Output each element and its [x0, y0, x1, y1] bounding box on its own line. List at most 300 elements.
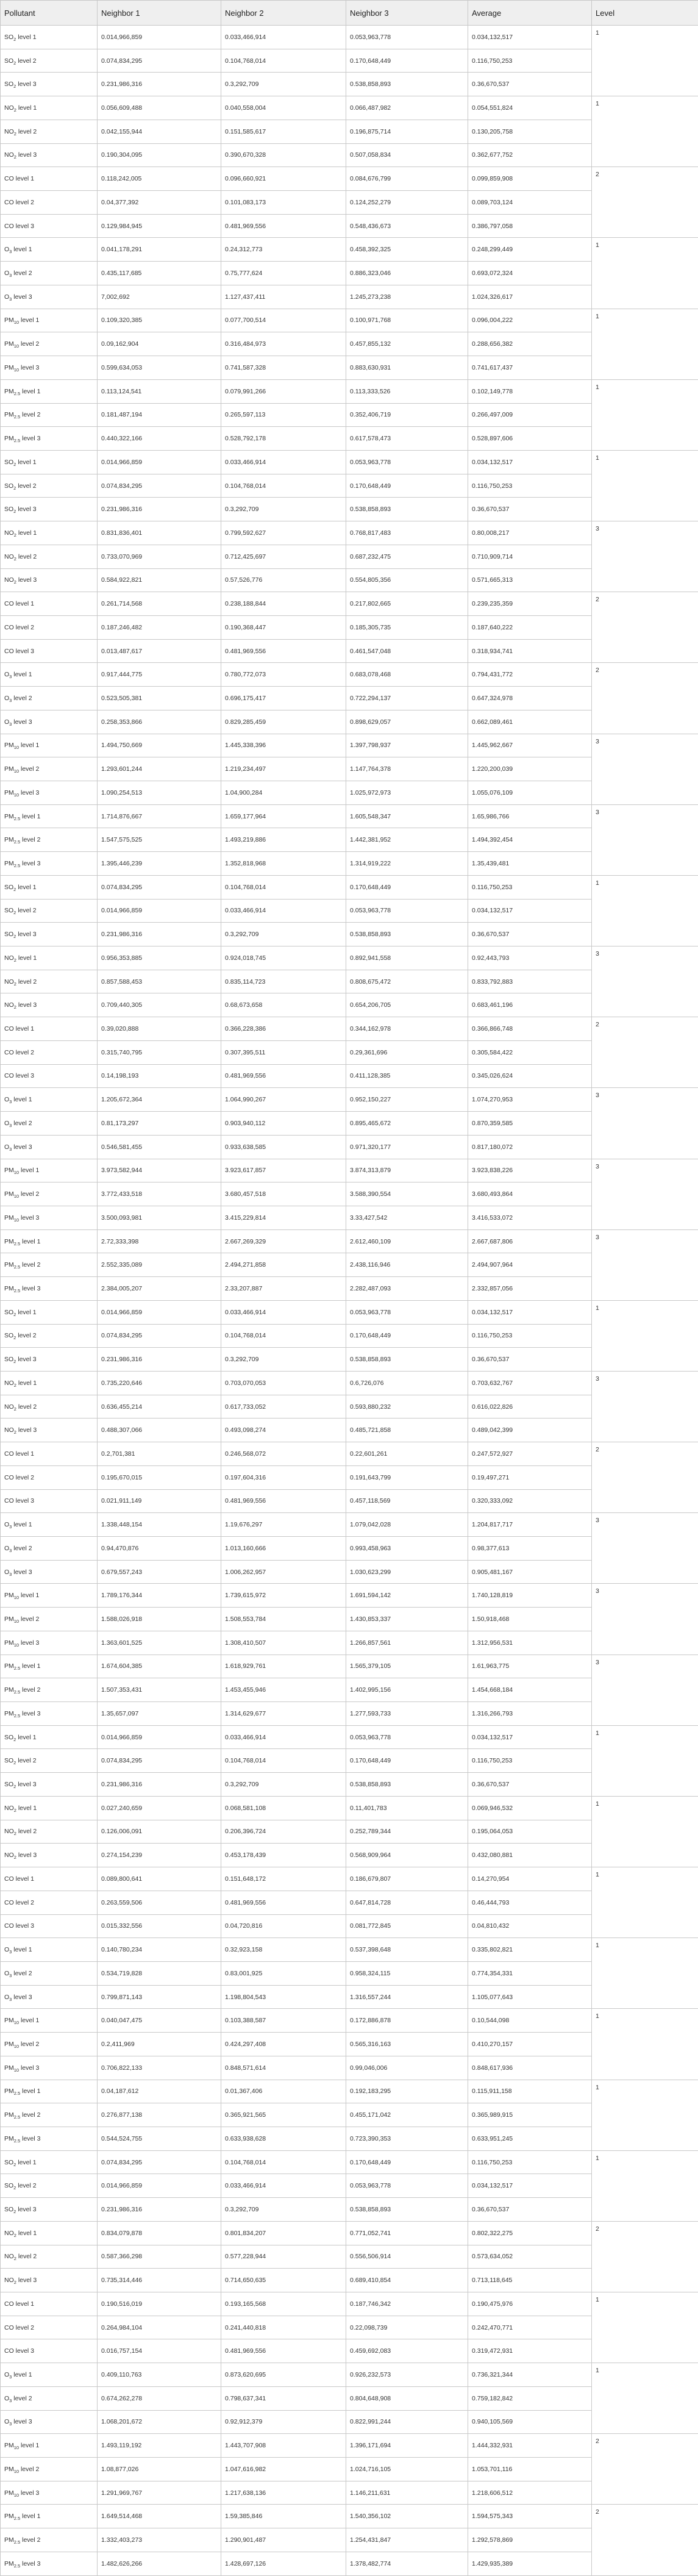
- average-cell: 1.316,266,793: [468, 1702, 592, 1726]
- pollutant-cell: [1, 2458, 98, 2481]
- neighbor-3-cell: 1.691,594,142: [346, 1584, 468, 1608]
- pollutant-cell: [1, 1419, 98, 1442]
- pollutant-level-text: level 1: [16, 884, 36, 891]
- average-cell: 0.80,008,217: [468, 521, 592, 545]
- neighbor-2-cell: 0.493,098,274: [221, 1419, 346, 1442]
- average-cell: 0.242,470,771: [468, 2316, 592, 2339]
- neighbor-1-cell: 0.733,070,969: [98, 545, 221, 568]
- neighbor-3-cell: 0.22,601,261: [346, 1442, 468, 1466]
- pollutant-name: PM: [4, 2088, 14, 2095]
- pollutant-name: SO: [4, 931, 13, 938]
- neighbor-2-cell: 1.047,616,982: [221, 2458, 346, 2481]
- neighbor-2-cell: 1.659,177,964: [221, 804, 346, 828]
- pollutant-subscript: 2: [13, 485, 16, 491]
- pollutant-name: NO: [4, 1403, 14, 1411]
- pollutant-name: PM: [4, 789, 14, 796]
- neighbor-3-cell: 0.538,858,893: [346, 498, 468, 521]
- table-row: [1, 1229, 698, 1253]
- neighbor-3-cell: 0.411,128,385: [346, 1064, 468, 1088]
- neighbor-1-cell: 0.118,242,005: [98, 167, 221, 191]
- pollutant-subscript: 10: [14, 2492, 19, 2498]
- neighbor-2-cell: 0.424,297,408: [221, 2033, 346, 2056]
- neighbor-2-cell: 0.265,597,113: [221, 403, 346, 427]
- neighbor-3-cell: 0.971,320,177: [346, 1135, 468, 1159]
- neighbor-2-cell: 0.101,083,173: [221, 191, 346, 215]
- neighbor-3-cell: 1.277,593,733: [346, 1702, 468, 1726]
- pollutant-level-text: level 2: [16, 2253, 37, 2260]
- pollutant-name: O: [4, 246, 9, 253]
- neighbor-1-cell: 0.735,220,646: [98, 1371, 221, 1395]
- level-cell: 2: [592, 2434, 698, 2505]
- neighbor-1-cell: 0.027,240,659: [98, 1796, 221, 1820]
- neighbor-2-cell: 1.013,160,666: [221, 1537, 346, 1561]
- column-header-level: Level: [592, 1, 698, 26]
- neighbor-1-cell: 0.013,487,617: [98, 639, 221, 663]
- pollutant-subscript: 2: [14, 556, 16, 562]
- neighbor-1-cell: 0.263,559,506: [98, 1891, 221, 1914]
- pollutant-level-text: level 2: [12, 2395, 32, 2402]
- neighbor-1-cell: 0.140,780,234: [98, 1938, 221, 1962]
- neighbor-3-cell: 0.458,392,325: [346, 238, 468, 262]
- pollutant-level-text: level 1: [12, 2371, 32, 2378]
- pollutant-level-text: level 2: [16, 128, 37, 135]
- average-cell: 1.074,270,953: [468, 1088, 592, 1112]
- pollutant-cell: [1, 1465, 98, 1489]
- pollutant-name: CO level 1: [4, 1450, 34, 1458]
- pollutant-name: PM: [4, 435, 14, 442]
- pollutant-level-text: level 3: [16, 80, 36, 88]
- level-cell: 3: [592, 804, 698, 875]
- neighbor-2-cell: 3.923,617,857: [221, 1159, 346, 1182]
- neighbor-2-cell: 1.453,455,946: [221, 1678, 346, 1702]
- pollutant-level-text: level 3: [16, 1001, 37, 1009]
- level-cell: 3: [592, 1229, 698, 1300]
- pollutant-subscript: 3: [9, 1973, 12, 1978]
- pollutant-cell: [1, 2174, 98, 2198]
- pollutant-name: CO level 1: [4, 1025, 34, 1032]
- neighbor-3-cell: 0.352,406,719: [346, 403, 468, 427]
- neighbor-2-cell: 0.903,940,112: [221, 1112, 346, 1136]
- pollutant-level-text: level 3: [19, 1214, 39, 1222]
- average-cell: 0.115,911,158: [468, 2080, 592, 2103]
- pollutant-level-text: level 1: [16, 1379, 37, 1387]
- pollutant-name: SO: [4, 2182, 13, 2189]
- pollutant-name: NO: [4, 151, 14, 159]
- neighbor-3-cell: 0.252,789,344: [346, 1820, 468, 1844]
- average-cell: 0.46,444,793: [468, 1891, 592, 1914]
- pollutant-name: PM: [4, 364, 14, 371]
- average-cell: 0.36,670,537: [468, 923, 592, 946]
- neighbor-3-cell: 1.024,716,105: [346, 2458, 468, 2481]
- average-cell: 0.19,497,271: [468, 1465, 592, 1489]
- pollutant-level-text: level 3: [20, 1710, 40, 1717]
- pollutant-subscript: 3: [9, 1123, 12, 1128]
- pollutant-level-text: level 2: [16, 907, 36, 914]
- neighbor-1-cell: 1.205,672,364: [98, 1088, 221, 1112]
- neighbor-1-cell: 0.834,079,878: [98, 2221, 221, 2245]
- average-cell: 0.190,475,976: [468, 2292, 592, 2316]
- average-cell: 0.116,750,253: [468, 49, 592, 73]
- neighbor-1-cell: 1.789,176,344: [98, 1584, 221, 1608]
- neighbor-1-cell: 3.772,433,518: [98, 1182, 221, 1206]
- neighbor-2-cell: 1.618,929,761: [221, 1655, 346, 1678]
- neighbor-2-cell: 0.703,070,053: [221, 1371, 346, 1395]
- neighbor-2-cell: 0.079,991,266: [221, 379, 346, 403]
- pollutant-subscript: 10: [14, 2469, 19, 2474]
- neighbor-2-cell: 0.714,650,635: [221, 2269, 346, 2292]
- pollutant-name: CO level 1: [4, 1875, 34, 1883]
- average-cell: 1.292,578,869: [468, 2528, 592, 2552]
- table-row: [1, 1300, 698, 1324]
- neighbor-1-cell: 0.040,047,475: [98, 2009, 221, 2033]
- average-cell: 0.247,572,927: [468, 1442, 592, 1466]
- neighbor-3-cell: 0.99,046,006: [346, 2056, 468, 2080]
- average-cell: 0.662,089,461: [468, 710, 592, 734]
- level-cell: 1: [592, 2009, 698, 2080]
- pollutant-subscript: 10: [14, 1170, 19, 1175]
- neighbor-1-cell: 0.190,304,095: [98, 143, 221, 167]
- pollutant-name: PM: [4, 2017, 14, 2024]
- average-cell: 1.220,200,039: [468, 757, 592, 781]
- level-cell: 3: [592, 946, 698, 1017]
- table-row: [1, 309, 698, 332]
- neighbor-1-cell: 0.190,516,019: [98, 2292, 221, 2316]
- table-row: [1, 1513, 698, 1537]
- pollutant-subscript: 2: [14, 1004, 16, 1010]
- neighbor-1-cell: 0.409,110,763: [98, 2363, 221, 2387]
- neighbor-2-cell: 0.924,018,745: [221, 946, 346, 970]
- pollutant-subscript: 2.5: [14, 2516, 20, 2521]
- pollutant-level-text: level 3: [12, 1994, 32, 2001]
- table-row: [1, 2505, 698, 2528]
- pollutant-cell: [1, 1725, 98, 1749]
- pollutant-cell: [1, 1489, 98, 1513]
- pollutant-cell: [1, 1914, 98, 1938]
- pollutant-subscript: 2: [14, 2256, 16, 2262]
- pollutant-level-text: level 2: [20, 1686, 40, 1694]
- average-cell: 0.528,897,606: [468, 427, 592, 451]
- pollutant-level-text: level 1: [19, 1167, 39, 1174]
- header-row: [1, 1, 698, 26]
- pollutant-level-text: level 3: [16, 506, 36, 513]
- pollutant-cell: [1, 498, 98, 521]
- pollutant-name: PM: [4, 1686, 14, 1694]
- pollutant-name: O: [4, 2371, 9, 2378]
- level-cell: 1: [592, 2150, 698, 2221]
- neighbor-3-cell: 0.593,880,232: [346, 1395, 468, 1419]
- pollutant-cell: [1, 1348, 98, 1372]
- pollutant-subscript: 2: [14, 579, 16, 585]
- neighbor-1-cell: 0.523,505,381: [98, 687, 221, 710]
- neighbor-2-cell: 1.04,900,284: [221, 781, 346, 805]
- pollutant-name: PM: [4, 860, 14, 867]
- pollutant-subscript: 2: [13, 60, 16, 66]
- pollutant-cell: [1, 1749, 98, 1773]
- pollutant-cell: [1, 2528, 98, 2552]
- pollutant-name: PM: [4, 411, 14, 418]
- pollutant-subscript: 3: [9, 1147, 12, 1152]
- neighbor-2-cell: 1.739,615,972: [221, 1584, 346, 1608]
- table-row: [1, 946, 698, 970]
- neighbor-3-cell: 1.396,171,694: [346, 2434, 468, 2458]
- neighbor-3-cell: 0.11,401,783: [346, 1796, 468, 1820]
- pollutant-cell: [1, 2339, 98, 2363]
- pollutant-level-text: level 2: [12, 270, 32, 277]
- neighbor-3-cell: 1.245,273,238: [346, 285, 468, 309]
- neighbor-3-cell: 1.079,042,028: [346, 1513, 468, 1537]
- pollutant-level-text: level 2: [16, 978, 37, 986]
- pollutant-level-text: level 3: [12, 2418, 32, 2425]
- pollutant-cell: [1, 923, 98, 946]
- neighbor-1-cell: 0.129,984,945: [98, 214, 221, 238]
- neighbor-3-cell: 0.196,875,714: [346, 120, 468, 143]
- average-cell: 0.36,670,537: [468, 1773, 592, 1797]
- neighbor-3-cell: 0.081,772,845: [346, 1914, 468, 1938]
- neighbor-1-cell: 0.014,966,859: [98, 26, 221, 49]
- average-cell: 1.218,606,512: [468, 2481, 592, 2505]
- neighbor-1-cell: 0.042,155,944: [98, 120, 221, 143]
- pollutant-cell: [1, 120, 98, 143]
- neighbor-1-cell: 0.056,609,488: [98, 96, 221, 120]
- neighbor-1-cell: 0.14,198,193: [98, 1064, 221, 1088]
- pollutant-subscript: 10: [14, 320, 19, 326]
- neighbor-2-cell: 0.3,292,709: [221, 1348, 346, 1372]
- neighbor-1-cell: 1.674,604,385: [98, 1655, 221, 1678]
- pollutant-subscript: 2: [13, 1784, 16, 1789]
- neighbor-2-cell: 0.780,772,073: [221, 663, 346, 687]
- average-cell: 0.288,656,382: [468, 332, 592, 356]
- pollutant-level-text: level 1: [20, 388, 40, 395]
- pollutant-cell: [1, 899, 98, 923]
- pollutant-cell: [1, 1064, 98, 1088]
- neighbor-2-cell: 0.033,466,914: [221, 899, 346, 923]
- pollutant-name: PM: [4, 2111, 14, 2119]
- neighbor-2-cell: 0.197,604,316: [221, 1465, 346, 1489]
- pollutant-name: PM: [4, 388, 14, 395]
- pollutant-name: PM: [4, 2536, 14, 2544]
- pollutant-cell: [1, 592, 98, 616]
- average-cell: 0.703,632,767: [468, 1371, 592, 1395]
- pollutant-cell: [1, 1537, 98, 1561]
- neighbor-3-cell: 0.883,630,931: [346, 356, 468, 380]
- pollutant-subscript: 2: [14, 131, 16, 137]
- pollutant-name: SO: [4, 1734, 13, 1741]
- neighbor-3-cell: 0.689,410,854: [346, 2269, 468, 2292]
- neighbor-3-cell: 0.170,648,449: [346, 474, 468, 498]
- neighbor-3-cell: 0.170,648,449: [346, 875, 468, 899]
- neighbor-2-cell: 0.933,638,585: [221, 1135, 346, 1159]
- table-row: [1, 804, 698, 828]
- pollutant-level-text: level 2: [20, 411, 40, 418]
- neighbor-3-cell: 0.771,052,741: [346, 2221, 468, 2245]
- pollutant-level-text: level 3: [12, 718, 32, 726]
- pollutant-subscript: 3: [9, 2398, 12, 2403]
- pollutant-level-text: level 2: [12, 1120, 32, 1127]
- column-header-average: Average: [468, 1, 592, 26]
- average-cell: 1.454,668,184: [468, 1678, 592, 1702]
- pollutant-level-text: level 2: [16, 482, 36, 490]
- pollutant-cell: [1, 309, 98, 332]
- pollutant-cell: [1, 450, 98, 474]
- pollutant-subscript: 2.5: [14, 438, 20, 443]
- neighbor-1-cell: 0.231,986,316: [98, 498, 221, 521]
- pollutant-subscript: 3: [9, 2422, 12, 2427]
- pollutant-level-text: level 2: [16, 1757, 36, 1764]
- pollutant-subscript: 10: [14, 343, 19, 349]
- pollutant-subscript: 2: [14, 2233, 16, 2238]
- neighbor-2-cell: 0.848,571,614: [221, 2056, 346, 2080]
- pollutant-level-text: level 3: [16, 931, 36, 938]
- neighbor-1-cell: 0.074,834,295: [98, 474, 221, 498]
- pollutant-name: NO: [4, 2253, 14, 2260]
- average-cell: 0.774,354,331: [468, 1961, 592, 1985]
- neighbor-1-cell: 0.544,524,755: [98, 2127, 221, 2150]
- neighbor-1-cell: 0.231,986,316: [98, 923, 221, 946]
- pollutant-cell: [1, 1985, 98, 2009]
- pollutant-cell: [1, 1371, 98, 1395]
- neighbor-1-cell: 0.089,800,641: [98, 1867, 221, 1891]
- neighbor-1-cell: 0.264,984,104: [98, 2316, 221, 2339]
- average-cell: 0.305,584,422: [468, 1040, 592, 1064]
- pollutant-cell: [1, 285, 98, 309]
- neighbor-3-cell: 0.892,941,558: [346, 946, 468, 970]
- pollutant-name: PM: [4, 813, 14, 820]
- neighbor-2-cell: 0.033,466,914: [221, 1725, 346, 1749]
- neighbor-2-cell: 1.217,638,136: [221, 2481, 346, 2505]
- neighbor-2-cell: 0.3,292,709: [221, 498, 346, 521]
- pollutant-name: SO: [4, 907, 13, 914]
- neighbor-1-cell: 0.488,307,066: [98, 1419, 221, 1442]
- neighbor-2-cell: 1.127,437,411: [221, 285, 346, 309]
- neighbor-1-cell: 3.500,093,981: [98, 1206, 221, 1229]
- pollutant-subscript: 10: [14, 2445, 19, 2450]
- level-cell: 2: [592, 1017, 698, 1088]
- average-cell: 1.594,575,343: [468, 2505, 592, 2528]
- neighbor-3-cell: 0.053,963,778: [346, 26, 468, 49]
- neighbor-1-cell: 0.709,440,305: [98, 993, 221, 1017]
- table-row: [1, 167, 698, 191]
- average-cell: 0.054,551,824: [468, 96, 592, 120]
- table-row: [1, 1867, 698, 1891]
- pollutant-cell: [1, 191, 98, 215]
- neighbor-3-cell: 0.926,232,573: [346, 2363, 468, 2387]
- pollutant-subscript: 2: [13, 887, 16, 892]
- neighbor-1-cell: 1.494,750,669: [98, 734, 221, 757]
- pollutant-subscript: 2.5: [14, 1666, 20, 1672]
- pollutant-name: PM: [4, 1710, 14, 1717]
- table-body: [1, 26, 698, 2576]
- pollutant-cell: [1, 639, 98, 663]
- neighbor-2-cell: 0.390,670,328: [221, 143, 346, 167]
- neighbor-2-cell: 1.064,990,267: [221, 1088, 346, 1112]
- average-cell: 0.116,750,253: [468, 1749, 592, 1773]
- neighbor-2-cell: 0.799,592,627: [221, 521, 346, 545]
- pollutant-name: CO level 3: [4, 1497, 34, 1504]
- pollutant-name: CO level 3: [4, 223, 34, 230]
- pollutant-cell: [1, 214, 98, 238]
- pollutant-subscript: 10: [14, 1619, 19, 1624]
- pollutant-name: PM: [4, 2489, 14, 2497]
- neighbor-2-cell: 0.873,620,695: [221, 2363, 346, 2387]
- column-header-neighbor-1: Neighbor 1: [98, 1, 221, 26]
- pollutant-name: SO: [4, 459, 13, 466]
- pollutant-cell: [1, 2410, 98, 2434]
- column-header-pollutant: Pollutant: [1, 1, 98, 26]
- pollutant-level-text: level 1: [12, 671, 32, 678]
- neighbor-1-cell: 0.81,173,297: [98, 1112, 221, 1136]
- pollutant-cell: [1, 1844, 98, 1867]
- pollutant-level-text: level 2: [16, 553, 37, 560]
- average-cell: 1.055,076,109: [468, 781, 592, 805]
- neighbor-1-cell: 0.39,020,888: [98, 1017, 221, 1041]
- pollutant-level-text: level 2: [20, 836, 40, 843]
- neighbor-1-cell: 0.435,117,685: [98, 262, 221, 285]
- neighbor-1-cell: 2.72,333,398: [98, 1229, 221, 1253]
- pollutant-cell: [1, 262, 98, 285]
- pollutant-subscript: 3: [9, 698, 12, 703]
- pollutant-name: O: [4, 293, 9, 301]
- average-cell: 0.693,072,324: [468, 262, 592, 285]
- pollutant-subscript: 2: [13, 1335, 16, 1340]
- neighbor-2-cell: 3.680,457,518: [221, 1182, 346, 1206]
- neighbor-3-cell: 0.548,436,673: [346, 214, 468, 238]
- pollutant-level-text: level 3: [16, 1356, 36, 1363]
- pollutant-subscript: 2.5: [14, 1713, 20, 1719]
- neighbor-1-cell: 1.293,601,244: [98, 757, 221, 781]
- neighbor-1-cell: 0.014,966,859: [98, 450, 221, 474]
- neighbor-3-cell: 0.344,162,978: [346, 1017, 468, 1041]
- neighbor-3-cell: 1.025,972,973: [346, 781, 468, 805]
- neighbor-1-cell: 1.507,353,431: [98, 1678, 221, 1702]
- pollutant-cell: [1, 757, 98, 781]
- neighbor-2-cell: 1.219,234,497: [221, 757, 346, 781]
- neighbor-1-cell: 0.014,966,859: [98, 1725, 221, 1749]
- pollutant-name: CO level 3: [4, 648, 34, 655]
- neighbor-1-cell: 0.546,581,455: [98, 1135, 221, 1159]
- average-cell: 0.318,934,741: [468, 639, 592, 663]
- pollutant-subscript: 2.5: [14, 2091, 20, 2096]
- neighbor-1-cell: 0.440,322,166: [98, 427, 221, 451]
- neighbor-3-cell: 0.053,963,778: [346, 1300, 468, 1324]
- pollutant-name: NO: [4, 128, 14, 135]
- pollutant-name: O: [4, 1569, 9, 1576]
- pollutant-subscript: 2.5: [14, 414, 20, 420]
- pollutant-level-text: level 2: [20, 2536, 40, 2544]
- pollutant-cell: [1, 2386, 98, 2410]
- pollutant-level-text: level 1: [16, 2230, 37, 2237]
- level-cell: 2: [592, 2221, 698, 2292]
- neighbor-2-cell: 0.104,768,014: [221, 2150, 346, 2174]
- average-cell: 0.034,132,517: [468, 1300, 592, 1324]
- average-cell: 1.204,817,717: [468, 1513, 592, 1537]
- neighbor-3-cell: 0.683,078,468: [346, 663, 468, 687]
- pollutant-cell: [1, 96, 98, 120]
- pollutant-name: PM: [4, 2466, 14, 2473]
- neighbor-2-cell: 0.104,768,014: [221, 1324, 346, 1348]
- pollutant-subscript: 2: [13, 37, 16, 42]
- neighbor-1-cell: 0.09,162,904: [98, 332, 221, 356]
- pollutant-cell: [1, 2080, 98, 2103]
- average-cell: 0.034,132,517: [468, 450, 592, 474]
- neighbor-3-cell: 0.053,963,778: [346, 450, 468, 474]
- pollutant-cell: [1, 1395, 98, 1419]
- pollutant-name: NO: [4, 1379, 14, 1387]
- average-cell: 3.416,533,072: [468, 1206, 592, 1229]
- pollutant-name: SO: [4, 2206, 13, 2213]
- neighbor-1-cell: 1.588,026,918: [98, 1608, 221, 1631]
- neighbor-1-cell: 0.014,966,859: [98, 2174, 221, 2198]
- neighbor-2-cell: 0.481,969,556: [221, 1489, 346, 1513]
